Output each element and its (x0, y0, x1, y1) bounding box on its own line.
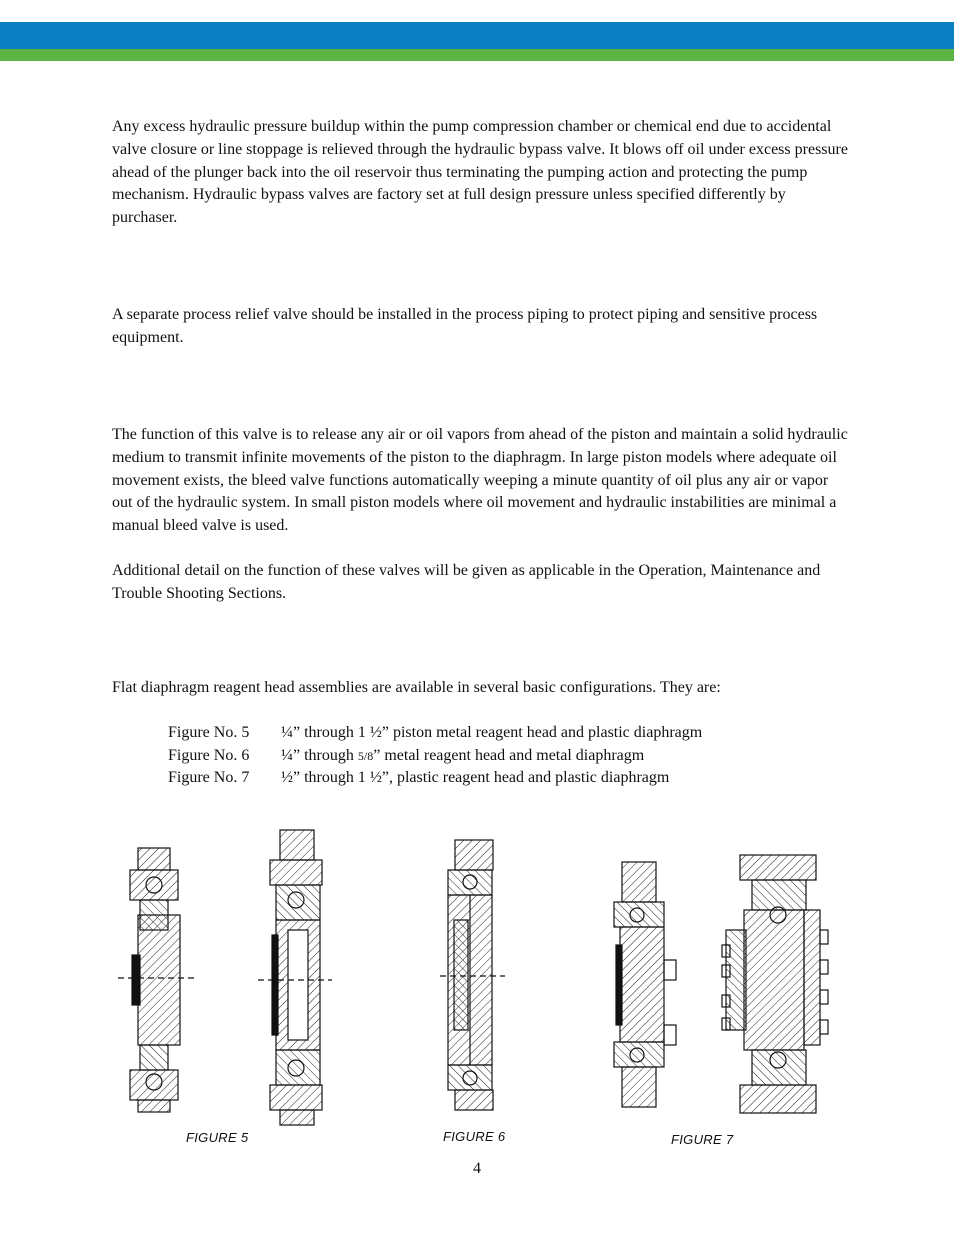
figure-list-text: ¼” through (281, 747, 358, 764)
figure-list-label: Figure No. 6 (168, 747, 250, 764)
figure-list-fraction: 5/8 (357, 749, 374, 763)
figure-5-caption: FIGURE 5 (186, 1130, 249, 1145)
figure-5-left-drawing (118, 848, 195, 1112)
bypass-valve-paragraph: Any excess hydraulic pressure buildup within the pump compression chamber or chemical end due to accidental valve closure or line stoppage is relieved through the hydraulic bypass valve. It blows off oil under excess pressure ahead of the plunger back into the oil reservoir thus terminating the pumping action and protecting the pump mechanism. Hydraulic bypass valves are factory set at full design pressure unless specified differently by purchaser. (112, 118, 848, 227)
reagent-head-drawings (0, 820, 954, 1140)
figure-list-label: Figure No. 7 (168, 769, 250, 786)
header-green-band (0, 49, 954, 61)
additional-detail-paragraph: Additional detail on the function of these valves will be given as applicable in the Operation, Maintenance and Trouble Shooting Sections. (112, 562, 821, 602)
figure-list-item (168, 722, 702, 745)
header-blue-band (0, 22, 954, 49)
figure-6-drawing (440, 840, 505, 1110)
figure-7-right-drawing (722, 855, 828, 1113)
page-number: 4 (473, 1160, 481, 1177)
figure-list-text: ¼” through 1 ½” piston metal reagent head and plastic diaphragm (281, 724, 703, 741)
figure-7-left-drawing (614, 862, 676, 1107)
figure-5-right-drawing (258, 830, 332, 1125)
bleed-valve-paragraph: The function of this valve is to release any air or oil vapors from ahead of the piston and maintain a solid hydraulic medium to transmit infinite movements of the piston to the diaphragm. In large piston models where adequate oil movement exists, the bleed valve functions automatically weeping a minute quantity of oil plus any air or vapor out of the hydraulic system. In small piston models where oil movement and hydraulic instabilities are minimal a manual bleed valve is used. (112, 426, 848, 535)
figure-6-caption: FIGURE 6 (443, 1129, 506, 1144)
figure-list-item (168, 767, 669, 790)
reagent-head-paragraph: Flat diaphragm reagent head assemblies are available in several basic configurations. They are: (112, 679, 721, 696)
relief-valve-paragraph: A separate process relief valve should be installed in the process piping to protect piping and sensitive process equipment. (112, 306, 818, 346)
figure-list-item (168, 745, 644, 768)
figure-list-text: ½” through 1 ½”, plastic reagent head and plastic diaphragm (281, 769, 670, 786)
figure-list-label: Figure No. 5 (168, 724, 250, 741)
figure-list-text-end: ” metal reagent head and metal diaphragm (373, 747, 645, 764)
figure-7-caption: FIGURE 7 (671, 1132, 734, 1147)
